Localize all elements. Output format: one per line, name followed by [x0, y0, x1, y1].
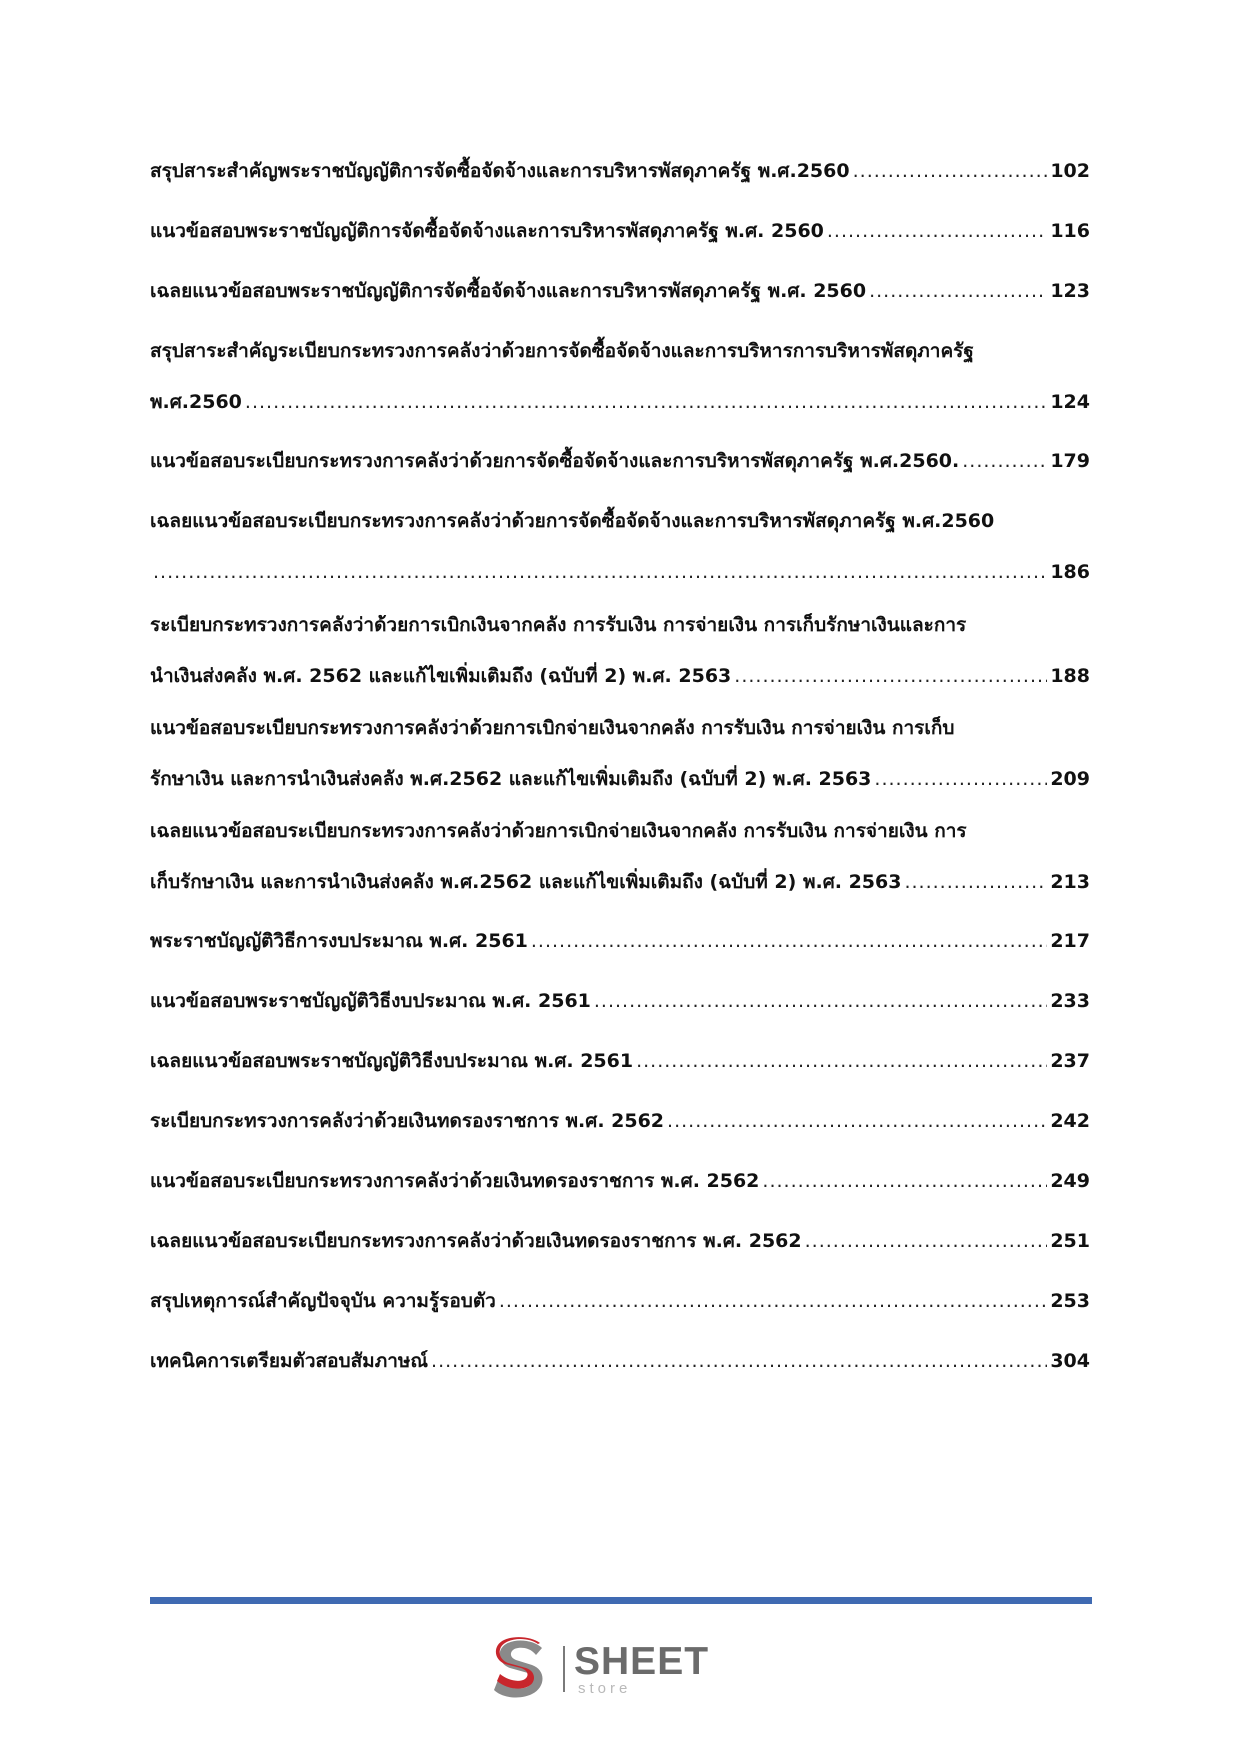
toc-page-number: 213 [1050, 871, 1090, 893]
toc-page-number: 124 [1050, 391, 1090, 413]
toc-page-number: 304 [1050, 1350, 1090, 1372]
toc-page-number: 253 [1050, 1290, 1090, 1312]
toc-entry-title: เทคนิคการเตรียมตัวสอบสัมภาษณ์ [150, 1350, 429, 1372]
toc-entry-title: เฉลยแนวข้อสอบพระราชบัญญัติวิธีงบประมาณ พ.ศ. 2561 [150, 1050, 634, 1072]
toc-entry[interactable] [150, 916, 1090, 967]
leader-dots [762, 1156, 1047, 1207]
toc-page-number: 188 [1050, 665, 1090, 687]
leader-dots [734, 651, 1047, 702]
toc-page-number: 116 [1050, 220, 1090, 242]
toc-entry-title: ระเบียบกระทรวงการคลังว่าด้วยเงินทดรองราชการ พ.ศ. 2562 [150, 1110, 665, 1132]
toc-entry-title-line2: นำเงินส่งคลัง พ.ศ. 2562 และแก้ไขเพิ่มเติมถึง (ฉบับที่ 2) พ.ศ. 2563 [150, 665, 732, 687]
toc-entry-title: แนวข้อสอบพระราชบัญญัติวิธีงบประมาณ พ.ศ. 2561 [150, 990, 591, 1012]
toc-page-number: 186 [1050, 561, 1090, 583]
toc-entry[interactable] [150, 496, 1090, 598]
toc-page-number: 102 [1050, 160, 1090, 182]
leader-dots [874, 754, 1047, 805]
toc-page-number: 209 [1050, 768, 1090, 790]
toc-entry-title-line1: เฉลยแนวข้อสอบระเบียบกระทรวงการคลังว่าด้วยการเบิกจ่ายเงินจากคลัง การรับเงิน การจ่ายเงิน การ [150, 820, 967, 842]
toc-entry[interactable] [150, 1036, 1090, 1087]
toc-entry-title-line1: ระเบียบกระทรวงการคลังว่าด้วยการเบิกเงินจากคลัง การรับเงิน การจ่ายเงิน การเก็บรักษาเงินและการ [150, 614, 967, 636]
leader-dots [805, 1216, 1048, 1267]
s-logo-icon [490, 1636, 552, 1702]
toc-page-number: 242 [1050, 1110, 1090, 1132]
toc-page-number: 249 [1050, 1170, 1090, 1192]
toc-entry-title-line1: สรุปสาระสำคัญระเบียบกระทรวงการคลังว่าด้วยการจัดซื้อจัดจ้างและการบริหารการบริหารพัสดุภาครัฐ [150, 340, 974, 362]
leader-dots [869, 266, 1047, 317]
toc-entry-title: แนวข้อสอบพระราชบัญญัติการจัดซื้อจัดจ้างและการบริหารพัสดุภาครัฐ พ.ศ. 2560 [150, 220, 824, 242]
leader-dots [636, 1036, 1047, 1087]
leader-dots [904, 857, 1047, 908]
toc-page-number: 237 [1050, 1050, 1090, 1072]
toc-entry[interactable] [150, 206, 1090, 257]
toc-entry[interactable] [150, 976, 1090, 1027]
toc-entry-title-line1: แนวข้อสอบระเบียบกระทรวงการคลังว่าด้วยการเบิกจ่ายเงินจากคลัง การรับเงิน การจ่ายเงิน การเก็บ [150, 717, 955, 739]
toc-entry[interactable] [150, 806, 1090, 908]
leader-dots [594, 976, 1047, 1027]
toc-entry[interactable] [150, 1276, 1090, 1327]
toc-page-number: 233 [1050, 990, 1090, 1012]
toc-entry[interactable] [150, 326, 1090, 428]
toc-entry-title-line2: รักษาเงิน และการนำเงินส่งคลัง พ.ศ.2562 และแก้ไขเพิ่มเติมถึง (ฉบับที่ 2) พ.ศ. 2563 [150, 768, 872, 790]
toc-entry-title: เฉลยแนวข้อสอบระเบียบกระทรวงการคลังว่าด้วยเงินทดรองราชการ พ.ศ. 2562 [150, 1230, 802, 1252]
footer-divider [150, 1597, 1092, 1604]
toc-entry[interactable] [150, 146, 1090, 197]
toc-entry[interactable] [150, 600, 1090, 702]
leader-dots [245, 377, 1047, 428]
toc-entry-title: พระราชบัญญัติวิธีการงบประมาณ พ.ศ. 2561 [150, 930, 528, 952]
leader-dots [531, 916, 1047, 967]
toc-entry[interactable] [150, 266, 1090, 317]
logo-divider [563, 1646, 565, 1692]
leader-dots [827, 206, 1047, 257]
leader-dots [962, 436, 1047, 487]
toc-entry[interactable] [150, 1336, 1090, 1387]
toc-entry[interactable] [150, 1216, 1090, 1267]
toc-entry-title-line1: เฉลยแนวข้อสอบระเบียบกระทรวงการคลังว่าด้วยการจัดซื้อจัดจ้างและการบริหารพัสดุภาครัฐ พ.ศ.2560 [150, 510, 995, 532]
leader-dots [499, 1276, 1047, 1327]
toc-entry-title: แนวข้อสอบระเบียบกระทรวงการคลังว่าด้วยการจัดซื้อจัดจ้างและการบริหารพัสดุภาครัฐ พ.ศ.2560. [150, 450, 960, 472]
toc-entry[interactable] [150, 703, 1090, 805]
leader-dots [853, 146, 1048, 197]
toc-page-number: 217 [1050, 930, 1090, 952]
toc-entry-title: แนวข้อสอบระเบียบกระทรวงการคลังว่าด้วยเงินทดรองราชการ พ.ศ. 2562 [150, 1170, 760, 1192]
leader-dots [667, 1096, 1047, 1147]
toc-entry-title: สรุปสาระสำคัญพระราชบัญญัติการจัดซื้อจัดจ้างและการบริหารพัสดุภาครัฐ พ.ศ.2560 [150, 160, 850, 182]
toc-entry-title: เฉลยแนวข้อสอบพระราชบัญญัติการจัดซื้อจัดจ้างและการบริหารพัสดุภาครัฐ พ.ศ. 2560 [150, 280, 867, 302]
toc-entry[interactable] [150, 1096, 1090, 1147]
logo-wordmark: SHEET [574, 1640, 710, 1683]
toc-entry[interactable] [150, 436, 1090, 487]
toc-page-number: 179 [1050, 450, 1090, 472]
toc-entry-title-line2: เก็บรักษาเงิน และการนำเงินส่งคลัง พ.ศ.2562 และแก้ไขเพิ่มเติมถึง (ฉบับที่ 2) พ.ศ. 2563 [150, 871, 902, 893]
sheet-store-logo [490, 1636, 710, 1706]
toc-page-number: 251 [1050, 1230, 1090, 1252]
toc-page-number: 123 [1050, 280, 1090, 302]
leader-dots [431, 1336, 1047, 1387]
toc-entry-title-line2: พ.ศ.2560 [150, 391, 242, 413]
toc-entry-title: สรุปเหตุการณ์สำคัญปัจจุบัน ความรู้รอบตัว [150, 1290, 496, 1312]
toc-entry[interactable] [150, 1156, 1090, 1207]
leader-dots [153, 547, 1047, 598]
logo-subtitle: store [578, 1680, 632, 1697]
